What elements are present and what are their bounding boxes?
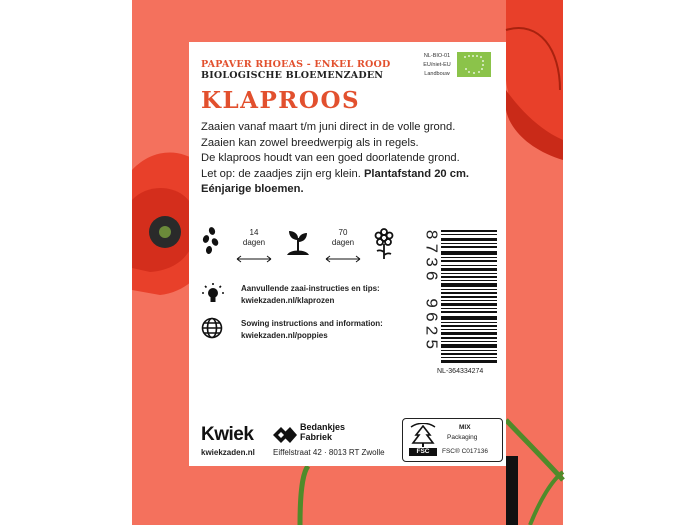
eu-organic-origin: EU/niet-EU bbox=[423, 62, 451, 68]
kwiek-url[interactable]: kwiekzaden.nl bbox=[201, 448, 255, 457]
seedling-icon bbox=[286, 228, 310, 261]
nl-instructions bbox=[241, 283, 380, 307]
germination-unit: dagen bbox=[242, 238, 266, 247]
product-title: KLAPROOS bbox=[201, 87, 361, 114]
eu-organic-leaf-icon bbox=[457, 52, 491, 77]
nl-instructions-label: Aanvullende zaai-instructies en tips: bbox=[241, 284, 380, 293]
partner-name bbox=[300, 423, 345, 442]
barcode-number: 8736 9625 bbox=[420, 229, 440, 353]
description-line: Zaaien vanaf maart t/m juni direct in de volle grond. bbox=[201, 121, 456, 133]
partner-name-line2: Fabriek bbox=[300, 431, 333, 442]
description-note: Let op: de zaadjes zijn erg klein. bbox=[201, 167, 364, 180]
partner-address: Eiffelstraat 42 · 8013 RT Zwolle bbox=[273, 448, 385, 457]
eu-organic-code: NL-BIO-01 bbox=[423, 53, 451, 59]
flower-icon bbox=[373, 228, 395, 265]
description-line bbox=[201, 167, 501, 183]
bedankjes-fabriek-logo-icon bbox=[273, 427, 297, 443]
partner-name-line1: Bedankjes bbox=[300, 422, 346, 432]
bloom-unit: dagen bbox=[331, 238, 355, 247]
lightbulb-icon bbox=[201, 282, 225, 311]
en-instructions bbox=[241, 318, 383, 342]
description-line: Zaaien kan zowel breedwerpig als in regels. bbox=[201, 136, 419, 149]
plant-distance: Plantafstand 20 cm. bbox=[363, 167, 470, 180]
nl-instructions-link[interactable]: kwiekzaden.nl/klaprozen bbox=[241, 296, 335, 305]
bloom-days: 70 bbox=[338, 228, 348, 237]
fsc-packaging-label: Packaging bbox=[447, 434, 478, 441]
description-line: De klaproos houdt van een goed doorlatende grond. bbox=[201, 152, 460, 164]
germination-days: 14 bbox=[249, 228, 259, 237]
fsc-label: FSC bbox=[416, 448, 430, 455]
fsc-mix-label: MIX bbox=[459, 424, 471, 431]
description-text bbox=[201, 120, 501, 198]
barcode bbox=[441, 230, 497, 364]
seeds-icon bbox=[201, 226, 221, 261]
fsc-license-code: FSC® C017136 bbox=[442, 448, 488, 455]
packet-card bbox=[189, 42, 506, 466]
eu-organic-agriculture: Landbouw bbox=[424, 71, 450, 77]
en-instructions-label: Sowing instructions and information: bbox=[241, 319, 383, 328]
annual-flowers-label: Eénjarige bloemen. bbox=[201, 183, 304, 195]
latin-name: PAPAVER RHOEAS - ENKEL ROOD bbox=[201, 59, 391, 70]
arrow-icon bbox=[236, 250, 272, 268]
kwiek-logo: Kwiek bbox=[201, 424, 254, 445]
barcode-code: NL-364334274 bbox=[437, 368, 484, 375]
en-instructions-link[interactable]: kwiekzaden.nl/poppies bbox=[241, 331, 328, 340]
arrow-icon bbox=[325, 250, 361, 268]
category-label: BIOLOGISCHE BLOEMENZADEN bbox=[201, 70, 384, 81]
globe-icon bbox=[201, 317, 223, 344]
fsc-badge bbox=[402, 418, 503, 462]
